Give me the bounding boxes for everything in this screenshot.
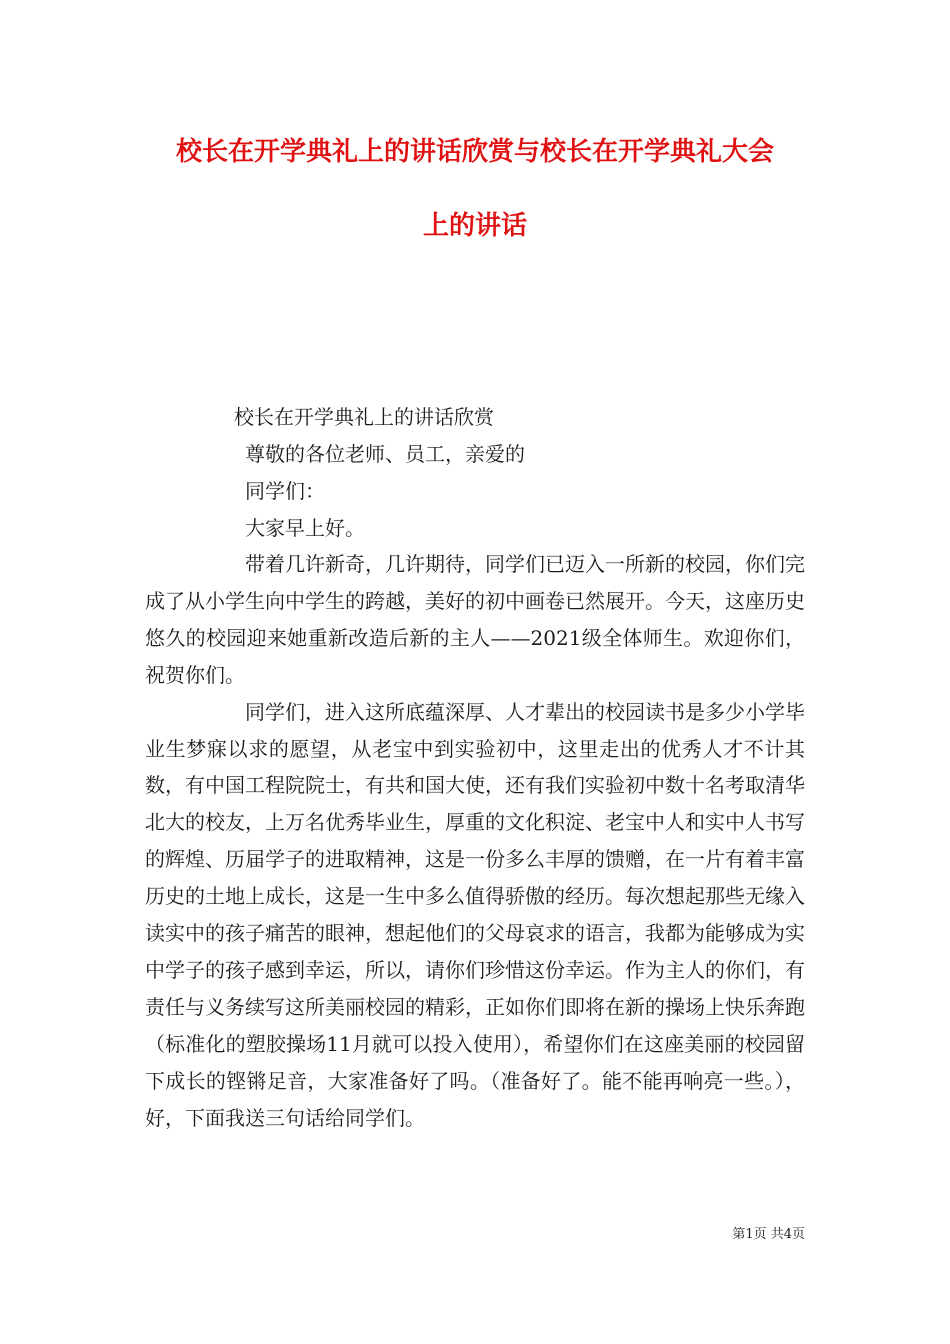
paragraph: 同学们，进入这所底蕴深厚、人才辈出的校园读书是多少小学毕业生梦寐以求的愿望，从老宝中到实验初中，这里走出的优秀人才不计其数，有中国工程院院士，有共和国大使，还有我们实验初中数十名考取清华北大的校友，上万名优秀毕业生，厚重的文化积淀、老宝中人和实中人书写的辉煌、历届学子的进取精神，这是一份多么丰厚的馈赠，在一片有着丰富历史的土地上成长，这是一生中多么值得骄傲的经历。每次想起那些无缘入读实中的孩子痛苦的眼神，想起他们的父母哀求的语言，我都为能够成为实中学子的孩子感到幸运，所以，请你们珍惜这份幸运。作为主人的你们，有责任与义务续写这所美丽校园的精彩，正如你们即将在新的操场上快乐奔跑（标准化的塑胶操场11月就可以投入使用），希望你们在这座美丽的校园留下成长的铿锵足音，大家准备好了吗。（准备好了。能不能再响亮一些。），好，下面我送三句话给同学们。	[145, 699, 805, 1130]
salutation-line-1: 尊敬的各位老师、员工，亲爱的	[245, 442, 525, 466]
salutation-line-2: 同学们：	[245, 479, 325, 503]
speech-body	[145, 546, 805, 1137]
document-title-line-1: 校长在开学典礼上的讲话欣赏与校长在开学典礼大会	[175, 137, 774, 167]
paragraph: 带着几许新奇，几许期待，同学们已迈入一所新的校园，你们完成了从小学生向中学生的跨越，美好的初中画卷已然展开。今天，这座历史悠久的校园迎来她重新改造后新的主人——2021级全体师生。欢迎你们，祝贺你们。	[145, 552, 805, 687]
document-title-line-2: 上的讲话	[422, 211, 527, 241]
greeting-line: 大家早上好。	[245, 516, 365, 540]
page-number: 第1页 共4页	[732, 1227, 805, 1242]
speech-subtitle: 校长在开学典礼上的讲话欣赏	[234, 405, 494, 429]
